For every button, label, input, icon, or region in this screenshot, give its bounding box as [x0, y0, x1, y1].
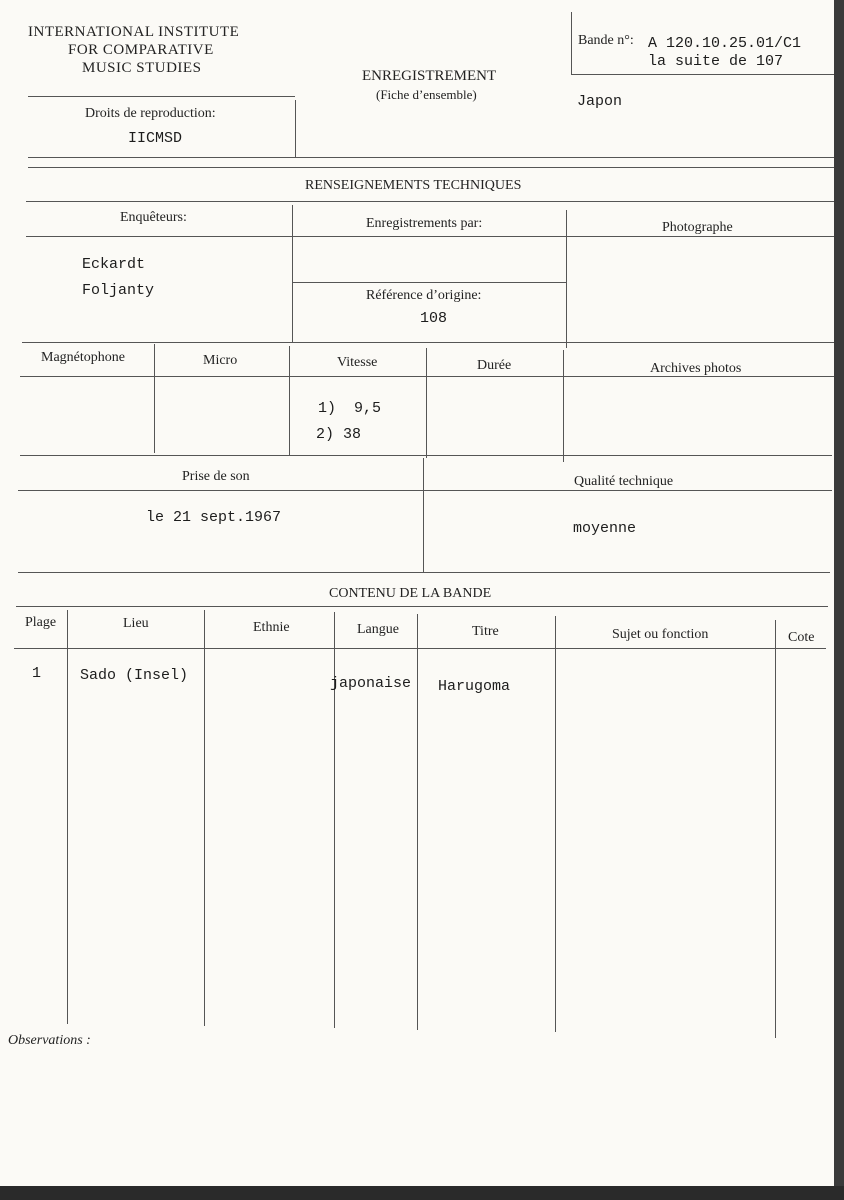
rights-right-line: [295, 100, 296, 158]
micro-label: Micro: [203, 353, 238, 368]
form-subtitle: (Fiche d’ensemble): [376, 87, 477, 102]
tech-col-divider-1: [292, 205, 293, 343]
rights-label: Droits de reproduction:: [85, 106, 216, 121]
enqueteurs-label: Enquêteurs:: [120, 210, 187, 225]
row1-lieu: Sado (Insel): [80, 667, 189, 684]
col-header-lieu: Lieu: [123, 616, 149, 631]
tech-section-title: RENSEIGNEMENTS TECHNIQUES: [305, 178, 522, 193]
col-header-cote: Cote: [788, 630, 815, 645]
tech3-bottom-line: [18, 572, 830, 573]
tech2-divider-2: [289, 346, 290, 456]
enqueteur-1: Eckardt: [82, 256, 146, 273]
page-edge-shadow-right: [834, 0, 844, 1200]
tech2-divider-1: [154, 344, 155, 453]
contents-divider-4: [417, 614, 418, 1030]
photographe-label: Photographe: [662, 220, 733, 235]
tech-col-divider-2: [566, 210, 567, 348]
reference-value: 108: [420, 310, 448, 327]
rights-bottom-line: [28, 157, 840, 158]
qualite-value: moyenne: [573, 520, 637, 537]
institute-name-line3: MUSIC STUDIES: [82, 60, 202, 76]
qualite-label: Qualité technique: [574, 474, 674, 489]
tech2-bottom-line: [20, 455, 832, 456]
contents-divider-1: [67, 610, 68, 1024]
duree-label: Durée: [477, 358, 512, 373]
row1-plage: 1: [32, 665, 42, 682]
bande-box-bottom-border: [571, 74, 843, 75]
prise-label: Prise de son: [182, 469, 250, 484]
reference-label: Référence d’origine:: [366, 288, 482, 303]
bande-box-left-border: [571, 12, 572, 74]
col-header-sujet: Sujet ou fonction: [612, 627, 709, 642]
prise-value: le 21 sept.1967: [146, 509, 282, 526]
enregistrements-label: Enregistrements par:: [366, 216, 483, 231]
page-edge-shadow-bottom: [0, 1186, 844, 1200]
archives-label: Archives photos: [650, 361, 742, 376]
bande-label: Bande n°:: [578, 33, 634, 48]
col-header-langue: Langue: [357, 622, 399, 637]
tech3-header-line: [18, 490, 832, 491]
rights-top-line: [28, 96, 295, 97]
contents-title-bottom-line: [16, 606, 828, 607]
tech2-divider-4: [563, 350, 564, 462]
tech2-divider-3: [426, 348, 427, 458]
bande-value: A 120.10.25.01/C1: [648, 35, 802, 52]
contents-divider-5: [555, 616, 556, 1032]
country: Japon: [577, 93, 623, 110]
col-header-plage: Plage: [25, 615, 57, 630]
tech2-header-line: [20, 376, 834, 377]
vitesse-label: Vitesse: [337, 355, 378, 370]
rights-value: IICMSD: [128, 130, 183, 147]
magnetophone-label: Magnétophone: [41, 350, 125, 365]
form-title: ENREGISTREMENT: [362, 68, 497, 84]
vitesse-value-1: 1) 9,5: [318, 400, 382, 417]
contents-divider-2: [204, 610, 205, 1026]
tech3-divider: [423, 458, 424, 573]
row1-titre: Harugoma: [438, 678, 511, 695]
tech-header-line: [26, 236, 838, 237]
contents-header-line: [14, 648, 826, 649]
observations-label: Observations :: [8, 1033, 91, 1048]
col-header-titre: Titre: [472, 624, 499, 639]
tech-title-bottom-line: [26, 201, 840, 202]
reference-top-line: [292, 282, 566, 283]
enqueteur-2: Foljanty: [82, 282, 155, 299]
contents-divider-6: [775, 620, 776, 1038]
row1-langue: japonaise: [330, 675, 412, 692]
col-header-ethnie: Ethnie: [253, 620, 290, 635]
contents-section-title: CONTENU DE LA BANDE: [329, 586, 492, 601]
institute-name-line2: FOR COMPARATIVE: [68, 42, 214, 58]
tech-row1-bottom-line: [22, 342, 836, 343]
bande-suite: la suite de 107: [648, 53, 784, 70]
institute-name-line1: INTERNATIONAL INSTITUTE: [28, 24, 240, 40]
tech-title-top-line: [28, 167, 840, 168]
vitesse-value-2: 2) 38: [316, 426, 362, 443]
